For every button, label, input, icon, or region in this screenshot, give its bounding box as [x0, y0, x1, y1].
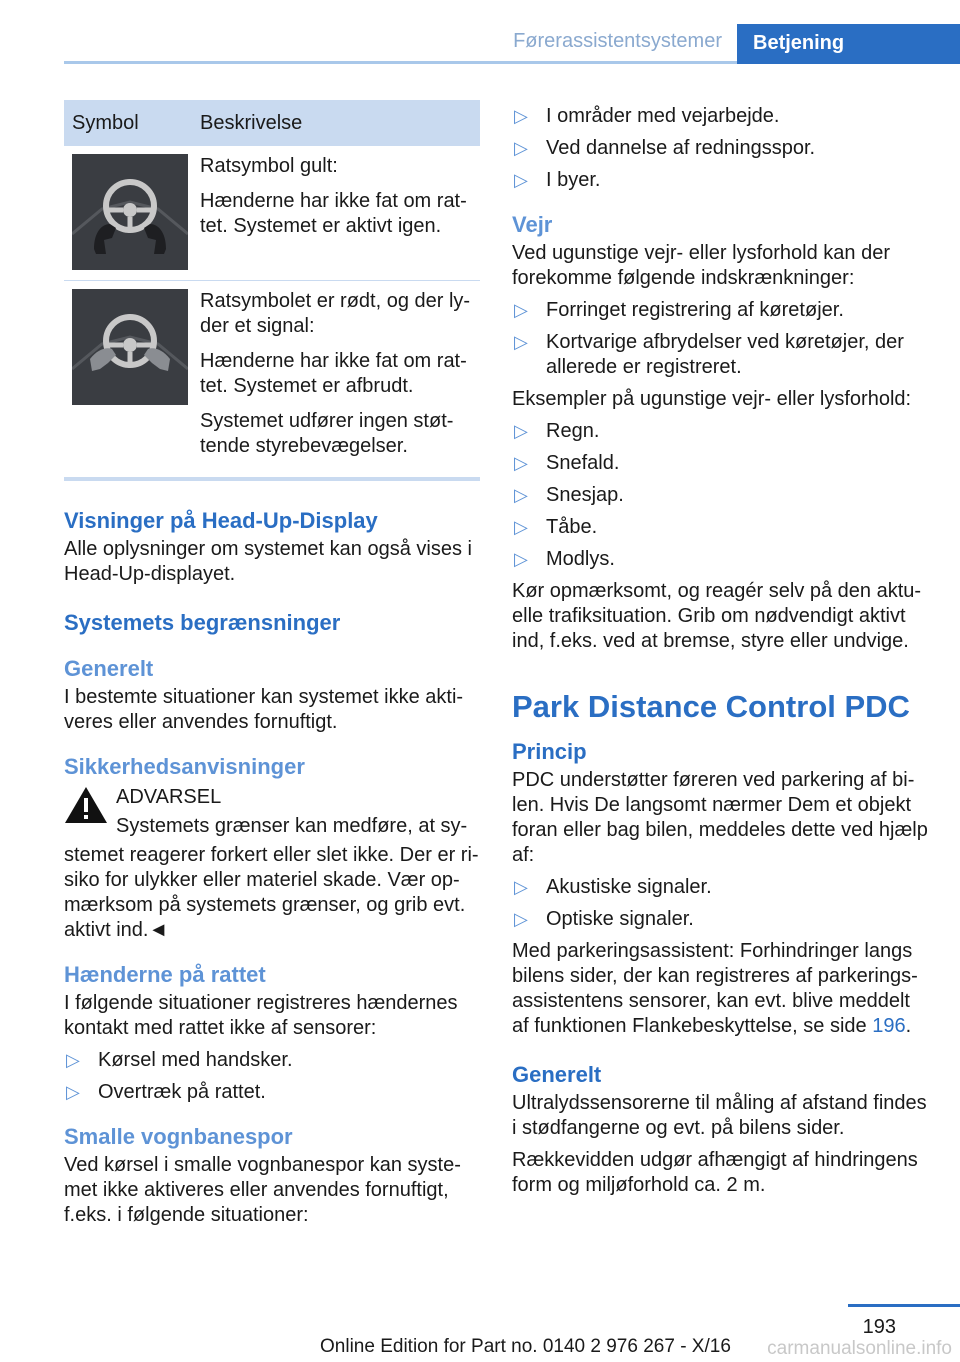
warning-title: ADVARSEL	[116, 786, 222, 808]
bullet-triangle-icon: ▷	[514, 170, 528, 190]
list-item: ▷ Kørsel med handsker.	[66, 1049, 293, 1071]
bullet-triangle-icon: ▷	[514, 106, 528, 126]
bullet-triangle-icon: ▷	[514, 453, 528, 473]
bullet-triangle-icon: ▷	[514, 517, 528, 537]
hud-text: Alle oplysninger om systemet kan også vises i Head-Up-displayet.	[64, 538, 472, 585]
footer-edition: Online Edition for Part no. 0140 2 976 267 - X/16	[320, 1336, 731, 1357]
pdc-heading: Park Distance Control PDC	[512, 689, 910, 724]
header-tab: Betjening	[737, 24, 960, 64]
general2-text2: Rækkevidden udgør afhængigt af hindringens form og miljøforhold ca. 2 m.	[512, 1149, 918, 1196]
row2-line3: Systemet udfører ingen støt- tende styrebevægelser.	[200, 410, 454, 457]
row2-line2: Hænderne har ikke fat om rat- tet. Systemet er afbrudt.	[200, 350, 467, 397]
bullet-triangle-icon: ▷	[514, 877, 528, 897]
bullet-triangle-icon: ▷	[514, 138, 528, 158]
bullet-triangle-icon: ▷	[514, 909, 528, 929]
list-item: ▷ I områder med vejarbejde.	[514, 105, 780, 127]
hands-text: I følgende situationer registreres hændernes kontakt med rattet ikke af sensorer:	[64, 992, 458, 1039]
list-item: ▷ Forringet registrering af køretøjer.	[514, 299, 844, 321]
principle-text: PDC understøtter føreren ved parkering af bi-len. Hvis De langsomt nærmer Dem et objekt foran eller bag bilen, meddeles dette ved hjælp af:	[512, 769, 928, 866]
principle-heading: Princip	[512, 739, 587, 764]
table-end-rule	[64, 477, 480, 481]
steering-wheel-red-icon	[72, 289, 188, 405]
drive-text: Kør opmærksomt, og reagér selv på den aktu-elle trafiksituation. Grib om nødvendigt aktivt ind, f.eks. ved at bremse, styre eller undvige.	[512, 580, 922, 652]
bullet-triangle-icon: ▷	[514, 421, 528, 441]
hands-list	[64, 1048, 480, 1105]
bullet-triangle-icon: ▷	[514, 485, 528, 505]
page-number: 193	[862, 1316, 896, 1338]
list-item: ▷ Snefald.	[514, 452, 620, 474]
row1-line1: Ratsymbol gult:	[200, 155, 338, 177]
bullet-triangle-icon: ▷	[514, 300, 528, 320]
right-column	[512, 104, 928, 1205]
left-column	[64, 100, 480, 1235]
bullet-triangle-icon: ▷	[514, 549, 528, 569]
row2-line1: Ratsymbolet er rødt, og der ly- der et signal:	[200, 290, 471, 337]
assist-text: Med parkeringsassistent: Forhindringer langs bilens sider, der kan registreres af parkerings-assistentens sensorer, kan evt. blive meddelt af funktionen Flankebeskyttelse, se side 196.	[512, 940, 918, 1037]
warning-triangle-icon	[64, 785, 108, 825]
general2-heading: Generelt	[512, 1062, 602, 1087]
list-item: ▷ Snesjap.	[514, 484, 624, 506]
header-section-title: Førerassistentsystemer	[513, 30, 722, 52]
table-header-description: Beskrivelse	[192, 100, 480, 146]
table-row	[64, 146, 480, 281]
list-item: ▷ Modlys.	[514, 548, 615, 570]
weather-list	[512, 298, 928, 380]
list-item: ▷ Tåbe.	[514, 516, 598, 538]
table-row	[64, 281, 480, 470]
bullet-triangle-icon: ▷	[66, 1050, 80, 1070]
list-item: ▷ Regn.	[514, 420, 600, 442]
symbol-table	[64, 100, 480, 469]
list-item: ▷ Optiske signaler.	[514, 908, 694, 930]
warning-text-first: Systemets grænser kan medføre, at sy-	[116, 815, 468, 837]
examples-text: Eksempler på ugunstige vejr- eller lysforhold:	[512, 388, 912, 410]
list-item: ▷ I byer.	[514, 169, 601, 191]
bullet-triangle-icon: ▷	[514, 332, 528, 352]
weather-text: Ved ugunstige vejr- eller lysforhold kan der forekomme følgende indskrænkninger:	[512, 242, 890, 289]
general-heading: Generelt	[64, 656, 154, 681]
general-text: I bestemte situationer kan systemet ikke akti-veres eller anvendes fornuftigt.	[64, 686, 464, 733]
list-item: ▷ Akustiske signaler.	[514, 876, 712, 898]
list-item: ▷ Kortvarige afbrydelser ved køretøjer, der allerede er registreret.	[514, 331, 904, 378]
narrow-list	[512, 104, 928, 193]
narrow-heading: Smalle vognbanespor	[64, 1124, 293, 1149]
list-item: ▷ Ved dannelse af redningsspor.	[514, 137, 816, 159]
hud-heading: Visninger på Head-Up-Display	[64, 508, 378, 533]
principle-list	[512, 875, 928, 932]
warning-text-rest: stemet reagerer forkert eller slet ikke. Der er ri-siko for ulykker eller materiel skade. Vær op-mærksom på systemets grænser, og grib evt. aktivt ind.◄	[64, 844, 479, 941]
examples-list	[512, 419, 928, 572]
table-header-symbol: Symbol	[64, 100, 192, 146]
limits-heading: Systemets begrænsninger	[64, 610, 341, 635]
bullet-triangle-icon: ▷	[66, 1082, 80, 1102]
list-item: ▷ Overtræk på rattet.	[66, 1081, 266, 1103]
page-link-196[interactable]: 196	[872, 1015, 906, 1037]
weather-heading: Vejr	[512, 212, 553, 237]
general2-text1: Ultralydssensorerne til måling af afstand findes i stødfangerne og evt. på bilens sider.	[512, 1092, 927, 1139]
steering-wheel-yellow-icon	[72, 154, 188, 270]
watermark: carmanualsonline.info	[767, 1338, 952, 1359]
safety-heading: Sikkerhedsanvisninger	[64, 754, 305, 779]
footer-rule	[848, 1304, 960, 1307]
narrow-text: Ved kørsel i smalle vognbanespor kan syste-met ikke aktiveres eller anvendes fornuftigt, f.eks. i følgende situationer:	[64, 1154, 461, 1226]
row1-line2: Hænderne har ikke fat om rat- tet. Systemet er aktivt igen.	[200, 190, 467, 237]
warning-block	[64, 785, 480, 839]
hands-heading: Hænderne på rattet	[64, 962, 266, 987]
